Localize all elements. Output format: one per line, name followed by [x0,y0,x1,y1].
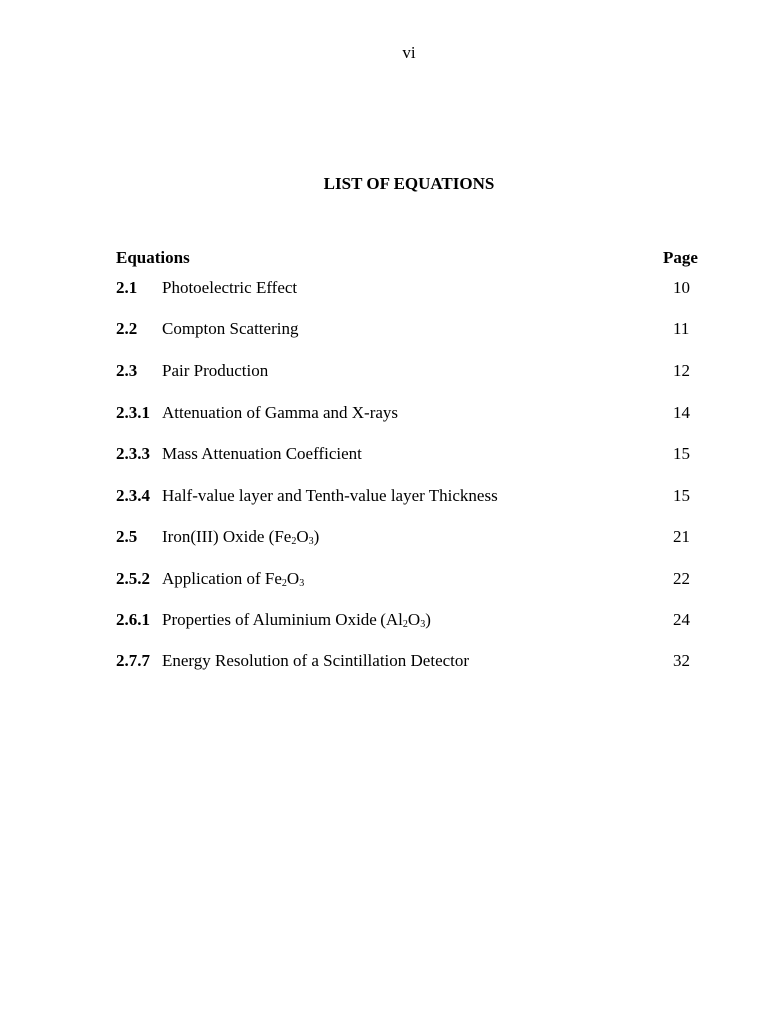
equation-page: 21 [673,527,690,546]
equation-number: 2.2 [116,319,138,338]
equation-number: 2.3.4 [116,486,150,505]
equation-title-text: O [407,610,421,629]
equation-page: 11 [673,319,690,338]
equation-title-text: Properties of Aluminium Oxide (Al [162,610,403,629]
equation-title-text: Application of Fe [162,569,282,588]
subscript: 2 [281,578,287,589]
equation-number: 2.3.1 [116,403,150,422]
equation-entry [116,486,696,508]
equation-page: 10 [673,278,690,297]
equation-title: Compton Scattering [162,319,299,338]
page-title: LIST OF EQUATIONS [323,174,495,193]
equation-entry [116,527,696,549]
equation-title: Half-value layer and Tenth-value layer Thickness [162,486,498,505]
equation-number: 2.7.7 [116,651,150,670]
equation-page: 22 [673,569,690,588]
subscript: 3 [299,578,305,589]
equation-number: 2.5.2 [116,569,150,588]
equation-number: 2.3.3 [116,444,150,463]
page-number: vi [402,43,416,62]
equation-entry [116,569,696,591]
equation-number: 2.5 [116,527,138,546]
equation-title [162,527,319,547]
equation-number: 2.3 [116,361,138,380]
equation-title: Attenuation of Gamma and X-rays [162,403,399,422]
equation-page: 15 [673,486,690,505]
equation-title: Pair Production [162,361,269,380]
subscript: 2 [402,619,408,630]
equation-title [162,569,304,589]
equation-title-text: Iron(III) Oxide (Fe [162,527,292,546]
equation-page: 14 [673,403,690,422]
equation-page: 15 [673,444,690,463]
column-header-equations: Equations [116,248,190,267]
subscript: 3 [420,619,426,630]
equation-title: Energy Resolution of a Scintillation Detector [162,651,470,670]
equation-entry [116,361,696,383]
equation-title [162,610,431,630]
subscript: 3 [308,536,314,547]
equation-number: 2.6.1 [116,610,150,629]
equation-entry [116,651,696,673]
equation-entry [116,610,696,632]
equation-entry [116,444,696,466]
column-header-page: Page [663,248,698,267]
equation-entry [116,319,696,341]
equation-page: 32 [673,651,690,670]
subscript: 2 [291,536,297,547]
equation-entry [116,278,696,300]
equation-page: 24 [673,610,690,629]
equation-title-text: O [286,569,300,588]
equation-title: Photoelectric Effect [162,278,298,297]
equation-title-text: ) [313,527,320,546]
equation-title-text: ) [425,610,431,629]
equation-title-text: O [296,527,309,546]
equation-entry [116,403,696,425]
equation-number: 2.1 [116,278,138,297]
equation-title: Mass Attenuation Coefficient [162,444,362,463]
equation-page: 12 [673,361,690,380]
